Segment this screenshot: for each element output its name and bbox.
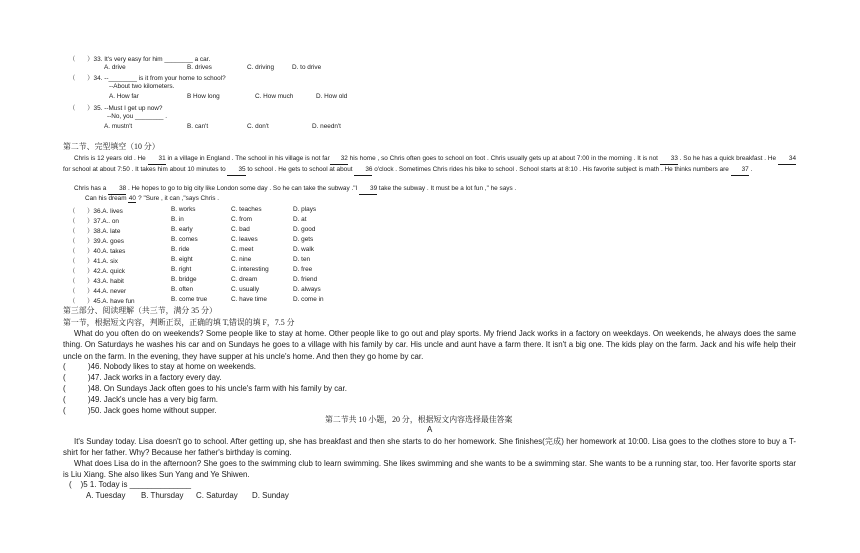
option-33-b: B. drives (187, 64, 212, 71)
cloze-row-paren: （ (69, 258, 76, 265)
option-33-a: A. drive (104, 64, 126, 71)
option-34-b: B How long (187, 93, 220, 100)
cloze-option-a: ）39.A. goes (87, 238, 124, 245)
cloze-option-a: ）45.A. have fun (87, 298, 135, 305)
tf-statement: )48. On Sundays Jack often goes to his uncle's farm with his family by car. (88, 384, 347, 393)
cloze-option-b: B. in (171, 216, 184, 223)
tf-statement: )49. Jack's uncle has a very big farm. (88, 395, 219, 404)
cloze-option-b: B. often (171, 286, 194, 293)
cloze-option-b: B. bridge (171, 276, 197, 283)
reading-passage-a-1: It's Sunday today. Lisa doesn't go to school. After getting up, she has breakfast and then she starts to do her homework. She finishes(完成) her homework at 10:00. Lisa goes to the clothes store to buy a T-shirt for her father. Why? Because her father's birthday is coming. (63, 437, 796, 458)
cloze-option-c: C. from (231, 216, 252, 223)
cloze-row-paren: （ (69, 288, 76, 295)
tf-statement: )50. Jack goes home without supper. (88, 406, 217, 415)
reading-passage-1: What do you often do on weekends? Some people like to stay at home. Other people like to go out and play sports. My friend Jack works in a factory on weekdays. On weekends, he always does the same thing. On Saturdays he washes his car and on Sundays he goes to a village with his family by car. His uncle and aunt have a farm there. It isn't a big one. The kids play on the farm. Jack and his wife help their uncle on the farm. In the evening, they have supper at his uncle's home. And then they go home by car. (63, 329, 796, 361)
cloze-option-c: C. interesting (231, 266, 269, 273)
cloze-option-d: D. always (293, 286, 321, 293)
true-false-heading: 第一节，根据短文内容，判断正误，正确的填 T,错误的填 F，7.5 分 (63, 318, 295, 327)
blank-35: 35 (227, 165, 245, 176)
option-51-c: C. Saturday (196, 491, 238, 500)
cloze-option-d: D. ten (293, 256, 311, 263)
reading-heading: 第三部分、阅读理解（共三节，满分 35 分） (63, 306, 217, 315)
answer-35: --No, you ________ . (107, 113, 168, 120)
cloze-option-b: B. ride (171, 246, 190, 253)
tf-paren: ( (63, 395, 66, 404)
blank-31: 31 (148, 154, 166, 165)
cloze-option-d: D. friend (293, 276, 318, 283)
reading-passage-a-2: What does Lisa do in the afternoon? She goes to the swimming club to learn swimming. She likes swimming and she wants to be a swimming star. She wants to be a running star, too. Her favorite sports star is Liu Xiang. She also likes Sun Yang and Ye Shiwen. (63, 459, 796, 480)
cloze-option-d: D. good (293, 226, 316, 233)
cloze-option-a: ）42.A. quick (87, 268, 126, 275)
cloze-option-c: C. usually (231, 286, 260, 293)
cloze-option-c: C. bad (231, 226, 250, 233)
tf-statement: )47. Jack works in a factory every day. (88, 373, 222, 382)
cloze-option-b: B. works (171, 206, 196, 213)
cloze-row-paren: （ (69, 278, 76, 285)
answer-34: --About two kilometers. (109, 83, 175, 90)
option-51-a: A. Tuesday (86, 491, 126, 500)
cloze-row-paren: （ (69, 238, 76, 245)
blank-36: 36 (354, 165, 372, 176)
cloze-option-b: B. early (171, 226, 193, 233)
tf-paren: ( (63, 406, 66, 415)
cloze-option-c: C. nine (231, 256, 252, 263)
cloze-row-paren: （ (69, 228, 76, 235)
cloze-paragraph-1: Chris is 12 years old . He 31 in a village in England . The school in his village is not far 32 his home , so Chris often goes to school on foot . Chris usually gets up at about 7:00 in the morning . It is not 33 . So he has a quick breakfast . He 34 for school at about 7:50 . It takes him about 10 minutes to 35 to school . He gets to school at about 36 o'clock . Sometimes Chris rides his bike to school . School starts at 8:10 . His favorite subject is math . He thinks numbers are 37 . (63, 154, 796, 176)
cloze-option-d: D. walk (293, 246, 314, 253)
cloze-option-a: ）43.A. habit (87, 278, 124, 285)
blank-33: 33 (660, 154, 678, 165)
option-34-a: A. How far (109, 93, 139, 100)
cloze-heading: 第二节、完型填空（10 分） (63, 142, 160, 151)
tf-paren: ( (63, 373, 66, 382)
blank-39: 39 (359, 184, 377, 195)
option-34-c: C. How much (255, 93, 294, 100)
cloze-paragraph-2: Chris has a 38 . He hopes to go to big city like London some day . So he can take the subway ."I 39 take the subway . It must be a lot fun ," he says . (63, 184, 796, 195)
cloze-option-a: ）40.A. takes (87, 248, 126, 255)
question-51: ( )5 1. Today is ______________ (69, 480, 192, 489)
cloze-row-paren: （ (69, 218, 76, 225)
cloze-option-d: D. at (293, 216, 307, 223)
cloze-option-c: C. meet (231, 246, 254, 253)
blank-38: 38 (108, 184, 126, 195)
cloze-paragraph-3: Can his dream 40 ? "Sure , it can ,"says Chris . (85, 195, 220, 202)
cloze-row-paren: （ (69, 298, 76, 305)
question-33: （ ）33. It's very easy for him ________ a car. (69, 56, 211, 63)
blank-34: 34 (778, 154, 796, 165)
option-33-c: C. driving (247, 64, 274, 71)
blank-32: 32 (330, 154, 348, 165)
cloze-option-d: D. come in (293, 296, 324, 303)
cloze-row-paren: （ (69, 208, 76, 215)
cloze-option-c: C. dream (231, 276, 258, 283)
cloze-option-c: C. have time (231, 296, 267, 303)
question-35: （ ）35. --Must I get up now? (69, 105, 163, 112)
passage-letter: A (427, 425, 433, 434)
cloze-option-b: B. right (171, 266, 192, 273)
option-35-a: A. mustn't (104, 123, 133, 130)
cloze-option-d: D. gets (293, 236, 314, 243)
option-33-d: D. to drive (292, 64, 322, 71)
tf-statement: )46. Nobody likes to stay at home on weekends. (88, 362, 256, 371)
tf-paren: ( (63, 362, 66, 371)
cloze-option-d: D. plays (293, 206, 317, 213)
cloze-option-b: B. comes (171, 236, 198, 243)
cloze-row-paren: （ (69, 248, 76, 255)
tf-paren: ( (63, 384, 66, 393)
cloze-option-b: B. come true (171, 296, 208, 303)
cloze-option-a: ）44.A. never (87, 288, 127, 295)
blank-37: 37 (731, 165, 749, 176)
cloze-option-c: C. teaches (231, 206, 262, 213)
question-34: （ ）34. --________ is it from your home to school? (69, 75, 226, 82)
cloze-option-a: ）41.A. six (87, 258, 118, 265)
option-35-c: C. don't (247, 123, 269, 130)
option-51-d: D. Sunday (252, 491, 289, 500)
cloze-option-b: B. eight (171, 256, 193, 263)
cloze-option-c: C. leaves (231, 236, 258, 243)
cloze-option-a: ）38.A. late (87, 228, 121, 235)
cloze-option-d: D. free (293, 266, 313, 273)
option-35-b: B. can't (187, 123, 209, 130)
option-35-d: D. needn't (312, 123, 341, 130)
blank-40: 40 (128, 195, 136, 202)
option-34-d: D. How old (316, 93, 348, 100)
option-51-b: B. Thursday (141, 491, 184, 500)
cloze-row-paren: （ (69, 268, 76, 275)
cloze-option-a: ）37.A.. on (87, 218, 119, 225)
multiple-choice-heading: 第二节共 10 小题，20 分，根据短文内容选择最佳答案 (325, 415, 513, 424)
cloze-option-a: ）36.A. lives (87, 208, 123, 215)
